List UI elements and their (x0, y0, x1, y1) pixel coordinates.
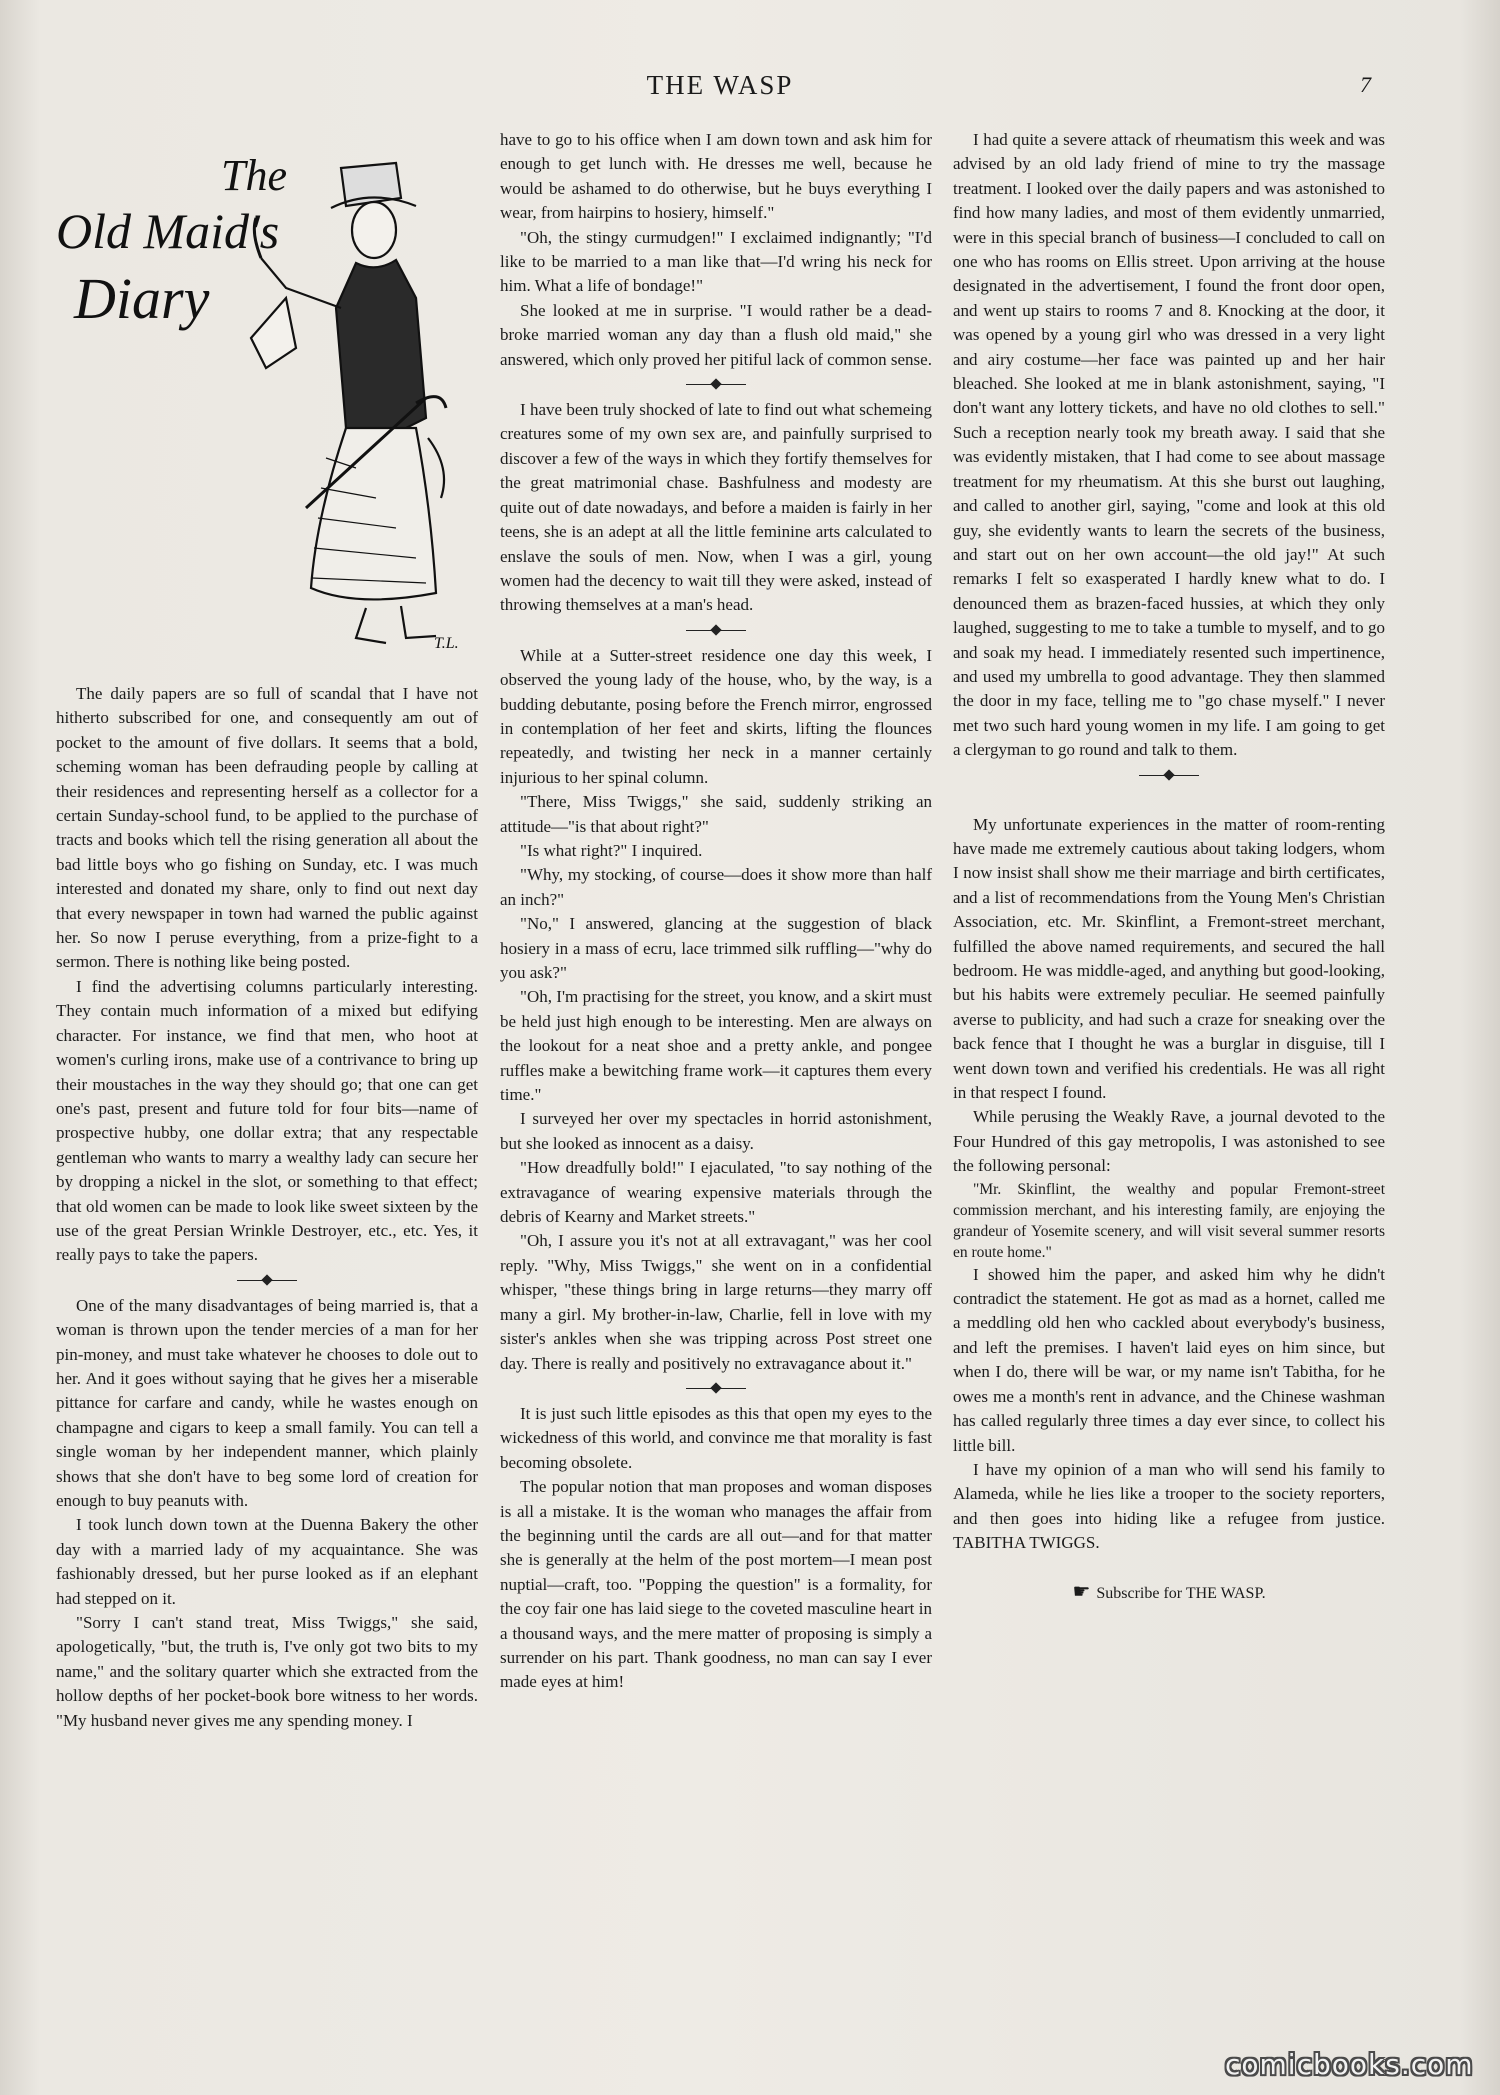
title-line-2: Old Maid's (56, 203, 280, 259)
paragraph: I had quite a severe attack of rheumatism this week and was advised by an old lady friend of mine to try the massage treatment. I looked over the daily papers and was astonished to find how many ladies, and most of them evidently unmarried, were in this special branch of business—I concluded to call on one who has rooms on Ellis street. Upon arriving at the house designated in the advertisement, I found the front door open, and went up stairs to rooms 7 and 8. Knocking at the door, it was opened by a young girl who was dressed in a very light and airy costume—her face was painted up and her hair bleached. She looked at me in blank astonishment, saying, "I don't want any lottery tickets, and have no old clothes to sell." Such a reception nearly took my breath away. I said that she was evidently mistaken, that I had come to see about massage treatment for my rheumatism. At this she burst out laughing, and called to another girl, saying, "come and look at this old guy, she evidently wants to learn the secrets of the business, and start out on her own account—the old jay!" At such remarks I felt so exasperated I hardly knew what to do. I denounced them as brazen-faced hussies, at which they only laughed, suggesting to me to take a tumble to myself, and to go and soak my head. I immediately resented such impertinence, and used my umbrella to good advantage. They then slammed the door in my face, telling me to "go chase myself." I never met two such hard young women in my life. I am going to get a clergyman to go round and talk to them. (953, 130, 1385, 760)
paragraph: "Oh, the stingy curmudgen!" I exclaimed indignantly; "I'd like to be married to a man like that—I'd wring his neck for him. What a life of bondage!" (500, 227, 932, 296)
paragraph: While perusing the Weakly Rave, a journal devoted to the Four Hundred of this gay metropolis, I was astonished to see the following personal: (953, 1107, 1385, 1176)
page-title: THE WASP (646, 70, 794, 100)
paragraph: "Oh, I assure you it's not at all extravagant," was her cool reply. "Why, Miss Twiggs," she went on in a confidential whisper, "these things bring in large returns—they marry off many a girl. My brother-in-law, Charlie, fell in love with my sister's ankles when she was tripping across Post street one day. There is really and positively no extravagance about it." (500, 1231, 932, 1373)
paragraph: While at a Sutter-street residence one day this week, I observed the young lady of the house, who, by the way, is a budding debutante, posing before the French mirror, engrossed in contemplation of her feet and skirts, lifting the flounces repeatedly, and twisting her neck in a manner certainly injurious to her spinal column. (500, 645, 932, 787)
subscribe-notice (953, 1580, 1385, 1606)
paragraph: She looked at me in surprise. "I would rather be a dead-broke married woman any day than a flush old maid," she answered, which only proved her pitiful lack of common sense. (500, 300, 932, 369)
paragraph: "Is what right?" I inquired. (520, 840, 703, 860)
old-maid-figure (251, 163, 446, 643)
paragraph: It is just such little episodes as this that open my eyes to the wickedness of this world, and convince me that morality is fast becoming obsolete. (500, 1403, 932, 1472)
paragraph: "No," I answered, glancing at the suggestion of black hosiery in a mass of ecru, lace trimmed silk ruffling—"why do you ask?" (500, 914, 932, 982)
paragraph: I have been truly shocked of late to find out what schemeing creatures some of my own sex are, and painfully surprised to discover a few of the ways in which they fortify themselves for the great matrimonial chase. Bashfulness and modesty are quite out of date nowadays, and before a maiden is fairly in her teens, she is an adept at all the little feminine arts calculated to enslave the souls of men. Now, when I was a girl, young women had the decency to wait till they were asked, instead of throwing themselves at a man's head. (500, 400, 932, 615)
paragraph: The daily papers are so full of scandal that I have not hitherto subscribed for one, and consequently am out of pocket to the amount of five dollars. It seems that a bold, scheming woman has been defrauding people by calling at their residences and representing herself as a collector for a certain Sunday-school fund, to be applied to the purchase of tracts and books which tell the rising generation all about the bad little boys who go fishing on Sunday, etc. I was much interested and donated my share, only to find out next day that every newspaper in town had warned the public against her. So now I peruse everything, from a prize-fight to a sermon. There is nothing like being posted. (56, 684, 478, 972)
section-separator (500, 372, 932, 398)
page-number: 7 (1360, 72, 1371, 97)
quoted-personal: "Mr. Skinflint, the wealthy and popular Fremont-street commission merchant, and his interesting family, are enjoying the grandeur of Yosemite scenery, and will visit several summer resorts en route home." (953, 1180, 1385, 1261)
paragraph: "Why, my stocking, of course—does it show more than half an inch?" (500, 865, 932, 909)
paragraph: I showed him the paper, and asked him why he didn't contradict the statement. He got as mad as a hornet, called me a meddling old hen who cackled about everybody's business, and left the premises. I haven't laid eyes on him since, but when I do, there will be war, or my name isn't Tabitha, for he owes me a month's rent in advance, and the Chinese washman has called regularly three times a day ever since, to collect his little bill. (953, 1264, 1385, 1455)
site-watermark: comicbooks.com (1225, 2048, 1474, 2081)
article-column-3 (953, 128, 1385, 1606)
paragraph: "How dreadfully bold!" I ejaculated, "to say nothing of the extravagance of wearing expensive materials through the debris of Kearny and Market streets." (500, 1158, 932, 1227)
page-header (0, 70, 1500, 110)
article-illustration (56, 138, 476, 668)
section-separator (500, 1376, 932, 1402)
paragraph: "There, Miss Twiggs," she said, suddenly striking an attitude—"is that about right?" (500, 792, 932, 836)
paragraph-text: I have my opinion of a man who will send his family to Alameda, while he lies like a trooper to the society reporters, and then goes into hiding like a refugee from justice. (953, 1459, 1385, 1528)
author-signature: TABITHA TWIGGS. (953, 1533, 1100, 1553)
subscribe-text: Subscribe for THE WASP. (1096, 1584, 1266, 1602)
paragraph: I took lunch down town at the Duenna Bakery the other day with a married lady of my acquaintance. She was fashionably dressed, but her purse looked as if an elephant had stepped on it. (56, 1515, 478, 1608)
paragraph: have to go to his office when I am down town and ask him for enough to get lunch with. He dresses me well, because he would be ashamed to do otherwise, but he buys everything I wear, from hairpins to hosiery, himself." (500, 130, 932, 223)
pointing-hand-icon: ☛ (1072, 1580, 1091, 1603)
paragraph: "Oh, I'm practising for the street, you know, and a skirt must be held just high enough to be interesting. Men are always on the lookout for a neat shoe and a pretty ankle, and pongee ruffles make a bewitching frame work—it captures them every time." (500, 987, 932, 1105)
paragraph (953, 1458, 1385, 1556)
paragraph: The popular notion that man proposes and woman disposes is all a mistake. It is the woman who manages the affair from the beginning until the cards are all out—and for that matter she is generally at the helm of the post mortem—I mean post nuptial—craft, too. "Popping the question" is a formality, for the coy fair one has laid siege to the coveted masculine heart in a thousand ways, and the mere matter of proposing is simply a surrender on his part. Thank goodness, no man can say I ever made eyes at him! (500, 1477, 932, 1692)
section-separator (953, 763, 1385, 789)
paragraph: "Sorry I can't stand treat, Miss Twiggs," she said, apologetically, "but, the truth is, I've only got two bits to my name," and the solitary quarter which she extracted from the hollow depths of her pocket-book bore witness to her words. "My husband never gives me any spending money. I (56, 1613, 478, 1730)
title-line-1: The (221, 151, 287, 200)
section-separator (56, 1268, 478, 1294)
illustration-signature: T.L. (434, 635, 459, 652)
paragraph: I surveyed her over my spectacles in horrid astonishment, but she looked as innocent as a daisy. (500, 1109, 932, 1153)
paragraph: My unfortunate experiences in the matter of room-renting have made me extremely cautious about taking lodgers, whom I now insist shall show me their marriage and birth certificates, and a list of recommendations from the Young Men's Christian Association, etc. Mr. Skinflint, a Fremont-street merchant, fulfilled the above named requirements, and secured the hall bedroom. He was middle-aged, and anything but good-looking, but his habits were extremely peculiar. He seemed painfully averse to publicity, and had such a craze for sneaking over the back fence that I thought he was a burglar in disguise, till I went down town and verified his credentials. He was all right in that respect I found. (953, 814, 1385, 1103)
article-column-1 (56, 682, 478, 1733)
article-column-2 (500, 128, 932, 1695)
paragraph: I find the advertising columns particularly interesting. They contain much information of a mixed but edifying character. For instance, we find that men, who hoot at women's curling irons, make use of a contrivance to bring up their moustaches in the way they should go; that one can get one's past, present and future told for four bits—name of prospective hubby, one dollar extra; that any respectable gentleman who wants to marry a wealthy lady can secure her by dropping a nickel in the slot, or something to that effect; that old women can be made to look like sweet sixteen by the use of the great Persian Wrinkle Destroyer, etc., etc. Yes, it really pays to take the papers. (56, 976, 478, 1265)
title-line-3: Diary (74, 266, 210, 331)
paragraph: One of the many disadvantages of being married is, that a woman is thrown upon the tender mercies of a man for her pin-money, and must take whatever he chooses to dole out to her. And it goes without saying that he gives her a miserable pittance for carfare and candy, while he wastes enough on champagne and cigars to keep a small family. You can tell a single woman by her independent manner, which plainly shows that she don't have to beg some lord of creation for enough to buy peanuts with. (56, 1295, 478, 1510)
section-separator (500, 618, 932, 644)
article-title-lettering (56, 151, 287, 331)
